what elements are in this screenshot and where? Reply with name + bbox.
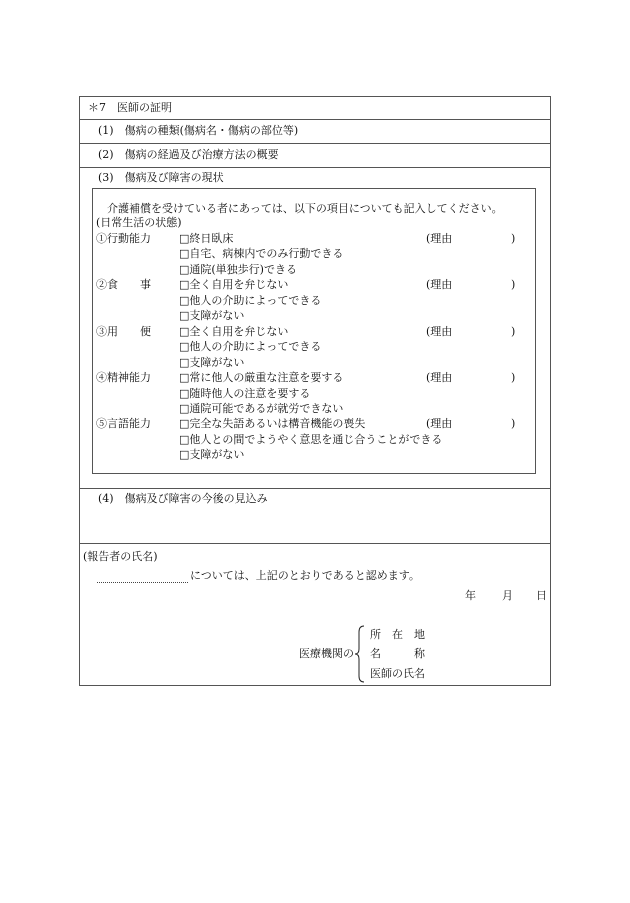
divider [80, 488, 550, 489]
divider [80, 143, 550, 144]
option-checkbox[interactable]: □支障がない [179, 309, 245, 322]
divider [80, 167, 550, 168]
reason-open: (理由 [426, 371, 453, 384]
category-label: ①行動能力 [96, 232, 151, 245]
reason-close: ) [511, 278, 516, 291]
category-label: ⑤言語能力 [96, 417, 151, 430]
section-1-label: (1) 傷病の種類(傷病名・傷病の部位等) [98, 124, 299, 137]
category-label: ②食 事 [96, 278, 151, 291]
category-label: ③用 便 [96, 325, 151, 338]
option-checkbox[interactable]: □随時他人の注意を要する [179, 387, 311, 400]
reason-close: ) [511, 325, 516, 338]
care-status-box [92, 188, 536, 474]
option-checkbox[interactable]: □常に他人の厳重な注意を要する [179, 371, 344, 384]
left-brace [354, 625, 366, 683]
section-3-label: (3) 傷病及び障害の現状 [98, 171, 224, 184]
form-title: ＊7 医師の証明 [88, 101, 172, 114]
doctor-name-label: 医師の氏名 [370, 667, 425, 680]
reason-close: ) [511, 232, 516, 245]
reason-open: (理由 [426, 325, 453, 338]
address-label: 所 在 地 [370, 628, 425, 641]
section-2-label: (2) 傷病の経過及び治療方法の概要 [98, 148, 279, 161]
option-checkbox[interactable]: □全く自用を弁じない [179, 278, 289, 291]
reason-close: ) [511, 371, 516, 384]
category-label: ④精神能力 [96, 371, 151, 384]
option-checkbox[interactable]: □全く自用を弁じない [179, 325, 289, 338]
date-year: 年 [465, 589, 476, 602]
option-checkbox[interactable]: □通院可能であるが就労できない [179, 402, 344, 415]
reason-close: ) [511, 417, 516, 430]
reporter-name-blank[interactable] [97, 582, 188, 583]
option-checkbox[interactable]: □完全な失語あるいは構音機能の喪失 [179, 417, 366, 430]
option-checkbox[interactable]: □支障がない [179, 448, 245, 461]
reporter-label: (報告者の氏名) [83, 550, 158, 563]
option-checkbox[interactable]: □支障がない [179, 356, 245, 369]
care-intro: 介護補償を受けている者にあっては、以下の項目についても記入してください。 [107, 202, 503, 215]
reason-open: (理由 [426, 417, 453, 430]
option-checkbox[interactable]: □終日臥床 [179, 232, 234, 245]
option-checkbox[interactable]: □他人の介助によってできる [179, 294, 322, 307]
date-day: 日 [536, 589, 547, 602]
facility-name-label: 名 称 [370, 647, 425, 660]
date-month: 月 [502, 589, 513, 602]
reason-open: (理由 [426, 278, 453, 291]
reason-open: (理由 [426, 232, 453, 245]
divider [80, 543, 550, 544]
care-heading: (日常生活の状態) [96, 216, 182, 229]
option-checkbox[interactable]: □他人との間でようやく意思を通じ合うことができる [179, 433, 443, 446]
certification-statement: については、上記のとおりであると認めます。 [190, 569, 420, 582]
section-4-label: (4) 傷病及び障害の今後の見込み [98, 492, 268, 505]
option-checkbox[interactable]: □自宅、病棟内でのみ行動できる [179, 247, 344, 260]
doctor-certificate-form [79, 96, 551, 686]
option-checkbox[interactable]: □他人の介助によってできる [179, 340, 322, 353]
divider [80, 119, 550, 120]
option-checkbox[interactable]: □通院(単独歩行)できる [179, 263, 297, 276]
institution-label: 医療機関の [299, 647, 354, 660]
